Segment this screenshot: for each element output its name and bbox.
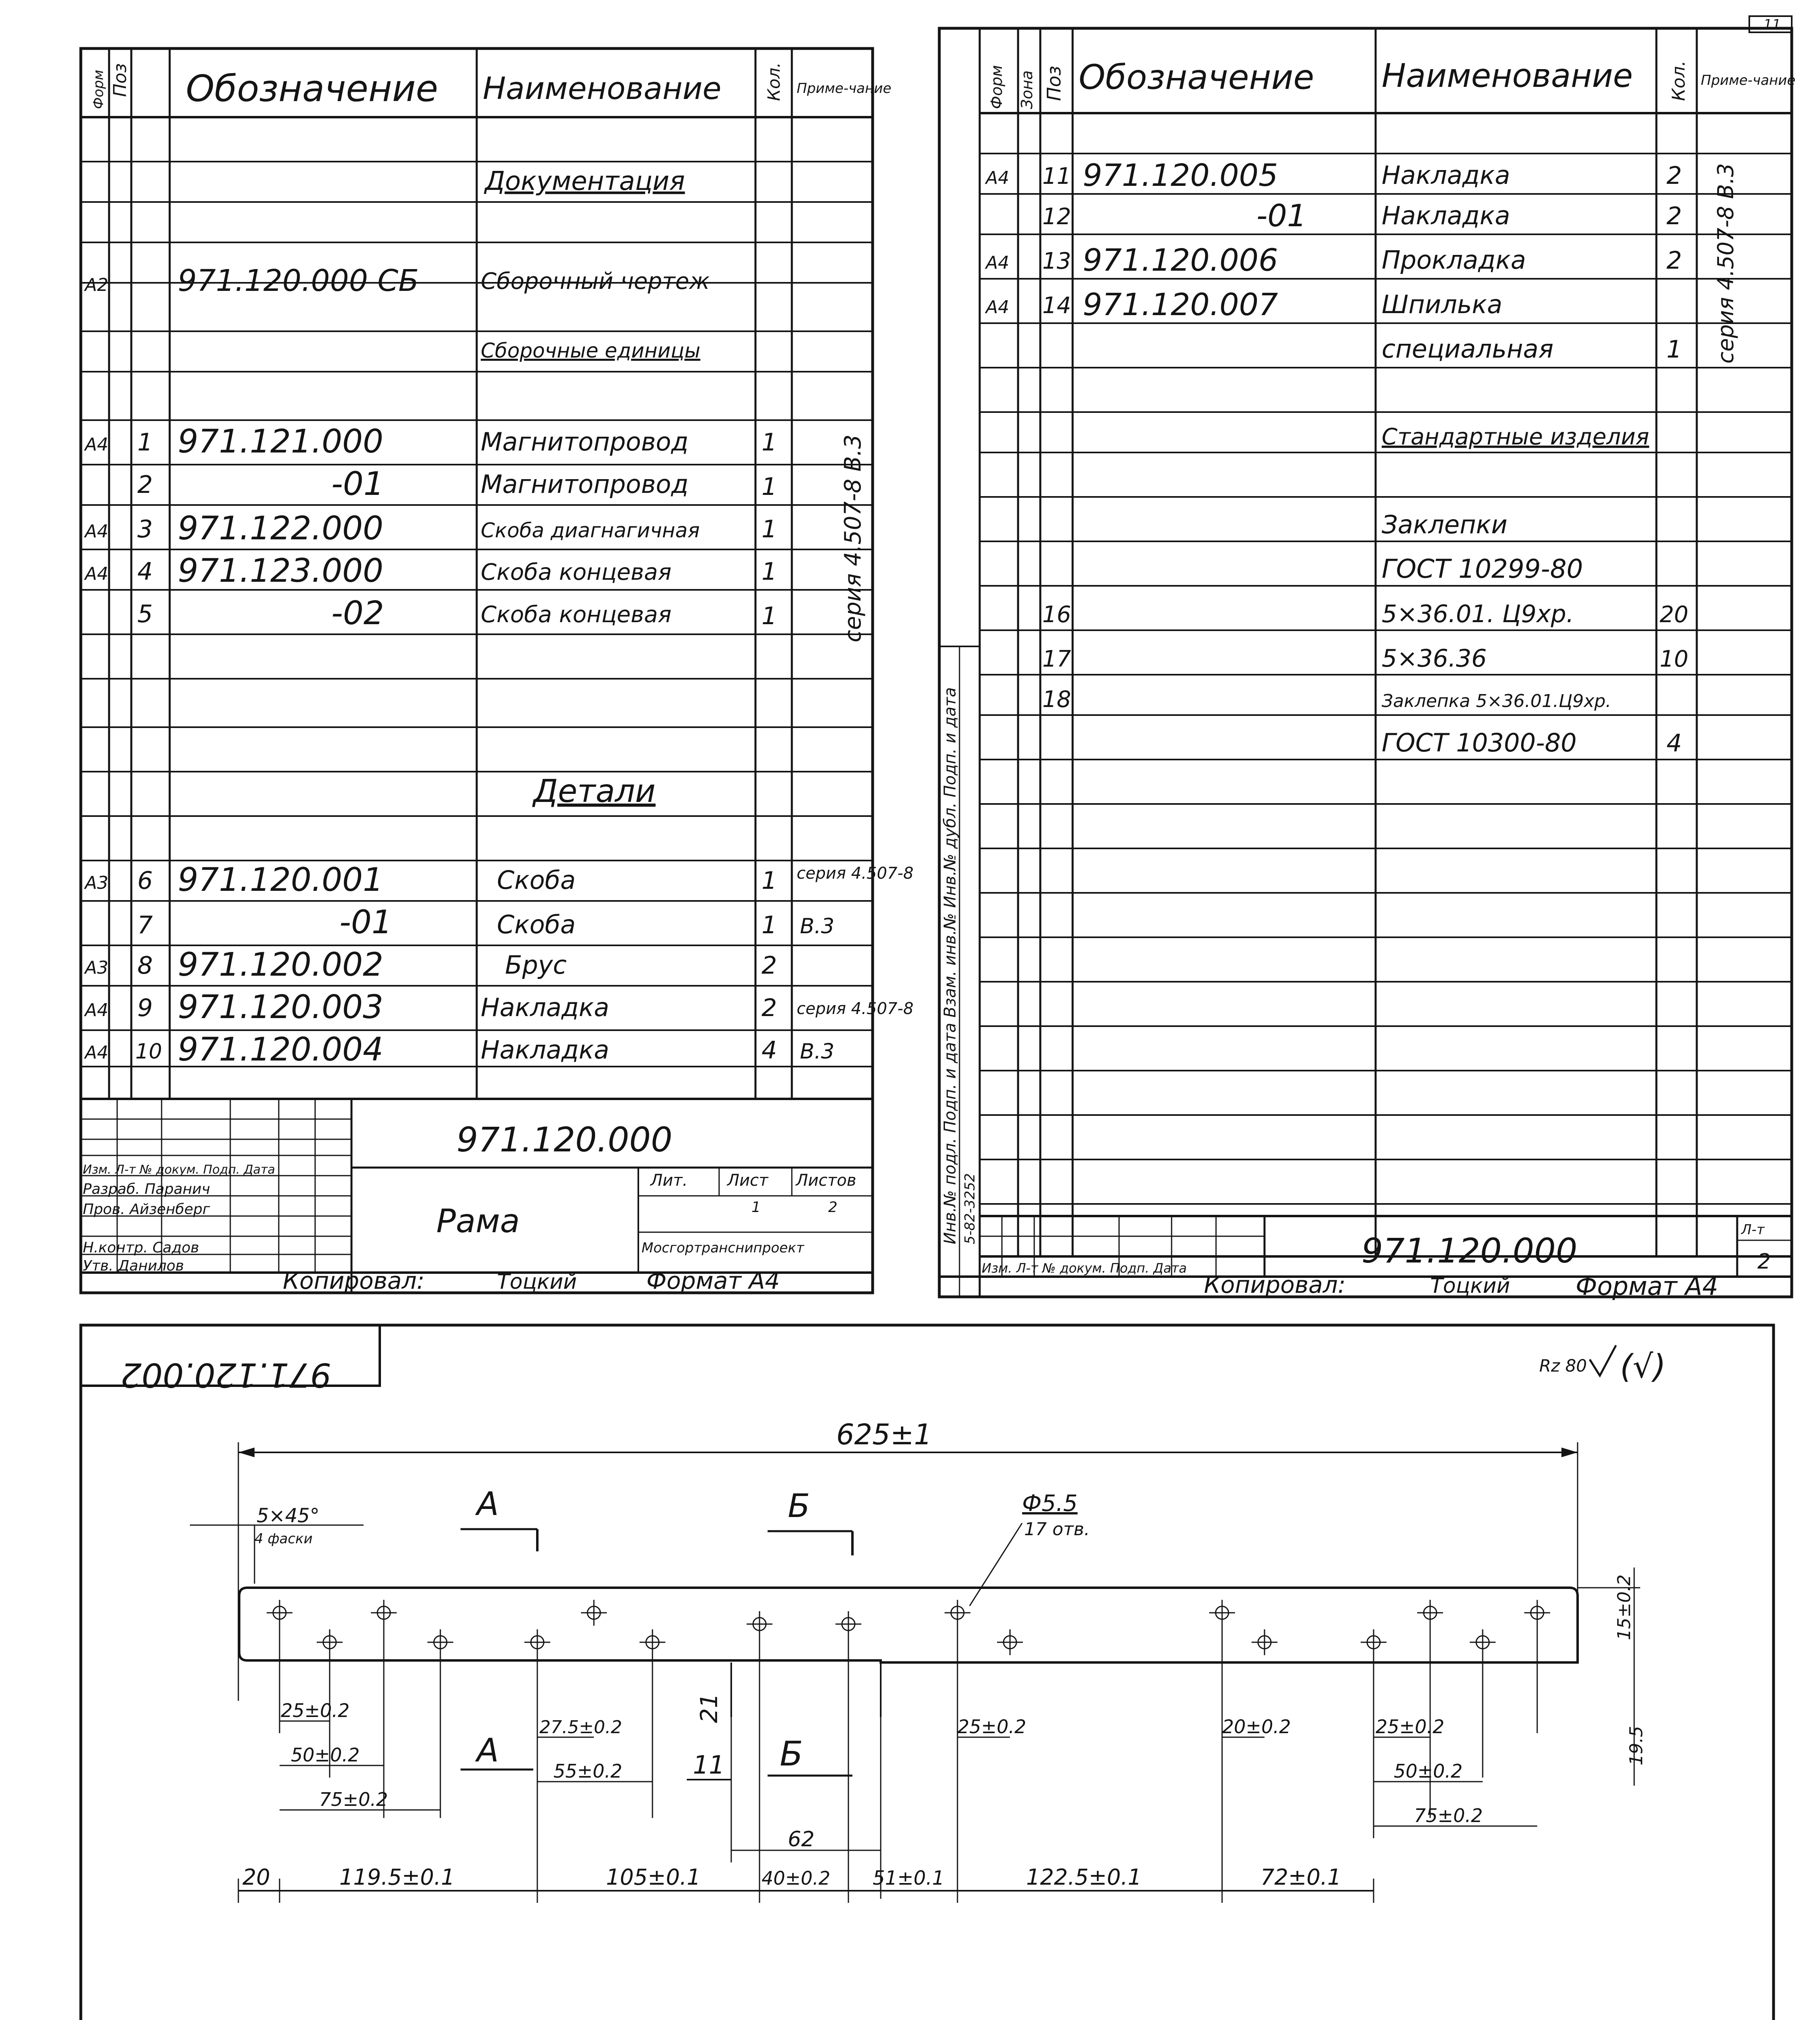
- left-row-des: 971.120.004: [178, 1031, 383, 1068]
- right-row-qty: 10: [1660, 646, 1689, 672]
- right-row-des: 971.120.005: [1083, 157, 1278, 193]
- left-row-pos: 3: [137, 515, 153, 543]
- dim-chamfer: 5×45°: [257, 1504, 320, 1527]
- drawing-code-rotated: 971.120.002: [120, 1355, 331, 1394]
- left-copied: Копировал:: [283, 1267, 425, 1294]
- left-row-name: Накладка: [481, 1035, 609, 1065]
- left-row-fmt: А4: [85, 434, 109, 455]
- left-format: Формат А4: [646, 1267, 780, 1294]
- left-stamp-lit: Лит.: [650, 1171, 688, 1190]
- left-stamp-razrab: Разраб. Паранич: [83, 1181, 210, 1197]
- right-row-name: Шпилька: [1382, 290, 1502, 319]
- dim-50: 50±0.2: [291, 1744, 360, 1766]
- roughness-check-icon: [1590, 1345, 1616, 1376]
- right-row-qty: 20: [1660, 602, 1689, 628]
- right-row-fmt: А4: [986, 168, 1010, 188]
- dim-overall-label: 625±1: [836, 1418, 932, 1451]
- roughness-value: Rz 80: [1539, 1356, 1587, 1376]
- bar-holes: [267, 1600, 1550, 1655]
- base-40: 40±0.2: [762, 1867, 831, 1889]
- left-stamp-code: 971.120.000: [457, 1120, 673, 1159]
- right-row-des: 971.120.007: [1083, 286, 1278, 322]
- left-row-qty: 2: [762, 951, 777, 980]
- right-row-pos: 11: [1042, 163, 1071, 189]
- dims-center: [687, 1693, 1026, 1852]
- left-row-fmt: А3: [85, 957, 109, 978]
- left-spec-sheet: [81, 48, 913, 1294]
- dim-75c: 75±0.2: [1414, 1805, 1483, 1826]
- right-hdr-format: Форм: [988, 65, 1006, 109]
- left-row-name: Скоба: [497, 865, 576, 895]
- right-row-des: 971.120.006: [1083, 242, 1278, 278]
- left-row-pos: 6: [137, 867, 153, 895]
- left-row-name: Магнитопровод: [481, 427, 689, 457]
- right-hdr-name: Наименование: [1382, 57, 1633, 95]
- left-row-name: Скоба концевая: [481, 602, 672, 628]
- right-row-fmt: А4: [986, 297, 1010, 318]
- right-hdr-qty: Кол.: [1669, 60, 1689, 101]
- dim-11: 11: [693, 1750, 725, 1780]
- left-hdr-name: Наименование: [483, 70, 722, 106]
- left-hdr-qty: Кол.: [764, 62, 784, 101]
- right-side-labels: Инв.№ подл. Подп. и дата Взам. инв.№ Инв.№ дубл. Подп. и дата: [941, 687, 959, 1244]
- right-row-name: Заклепки: [1382, 510, 1508, 539]
- left-stamp-nkontr: Н.контр. Садов: [83, 1239, 199, 1256]
- left-row-pos: 5: [137, 600, 153, 628]
- right-row-name: Заклепка 5×36.01.Ц9хр.: [1382, 691, 1612, 711]
- left-stamp-prov: Пров. Айзенберг: [83, 1201, 210, 1218]
- right-stamp-sheet-label: Л-т: [1741, 1222, 1765, 1238]
- right-row-name: специальная: [1382, 334, 1554, 364]
- left-row-name: Накладка: [481, 993, 609, 1022]
- right-row-pos: 18: [1042, 686, 1071, 713]
- left-row-qty: 1: [762, 473, 777, 501]
- hole: [581, 1600, 607, 1626]
- left-row-pos: 4: [137, 558, 153, 586]
- left-hdr-format: Форм: [90, 69, 107, 109]
- left-note-small: серия 4.507-8: [797, 999, 914, 1018]
- dim-25: 25±0.2: [281, 1700, 350, 1721]
- right-inv-no: 5-82-3252: [962, 1173, 978, 1244]
- right-hdr-pos: Поз: [1043, 65, 1065, 101]
- left-note-small: В.3: [800, 914, 835, 938]
- left-stamp-sheets-val: 2: [828, 1199, 837, 1216]
- left-row-pos: 9: [137, 994, 153, 1022]
- right-row-pos: 14: [1042, 292, 1071, 319]
- left-row-name: Скоба концевая: [481, 559, 672, 585]
- right-row-fmt: А4: [986, 253, 1010, 273]
- left-row-name: Магнитопровод: [481, 469, 689, 499]
- dims-baseline: [238, 1864, 1374, 1903]
- right-section-standard: Стандартные изделия: [1382, 424, 1650, 450]
- right-hdr-zone: Зона: [1018, 70, 1036, 109]
- right-row-name: Накладка: [1382, 201, 1510, 230]
- left-row-des: 971.122.000: [178, 509, 383, 547]
- right-row-name: ГОСТ 10299-80: [1382, 554, 1583, 584]
- left-section-documentation: Документация: [485, 166, 685, 196]
- dims-left: [280, 1700, 652, 1810]
- left-row-des: 971.120.000 СБ: [178, 263, 419, 298]
- left-row-name: Брус: [505, 950, 567, 980]
- left-row-pos: 7: [137, 911, 153, 939]
- left-row-des: -01: [331, 465, 384, 503]
- base-105: 105±0.1: [606, 1864, 701, 1890]
- left-row-name: Сборочный чертеж: [481, 268, 710, 295]
- left-note-small: серия 4.507-8: [797, 864, 914, 883]
- dim-25b: 25±0.2: [957, 1716, 1027, 1738]
- right-row-qty: 4: [1666, 729, 1682, 758]
- left-note-series: серия 4.507-8 В.3: [840, 434, 866, 642]
- left-hdr-designation: Обозначение: [186, 67, 438, 110]
- right-row-qty: 2: [1666, 246, 1682, 275]
- left-row-qty: 1: [762, 428, 777, 457]
- left-row-fmt: А4: [85, 1000, 109, 1021]
- right-row-qty: 1: [1666, 335, 1682, 364]
- right-row-name: Накладка: [1382, 160, 1510, 190]
- left-row-fmt: А4: [85, 1042, 109, 1063]
- hole: [1252, 1629, 1277, 1655]
- right-row-pos: 16: [1042, 602, 1071, 628]
- dim-55: 55±0.2: [553, 1760, 623, 1782]
- left-title-block: [81, 1099, 873, 1294]
- base-122-5: 122.5±0.1: [1026, 1864, 1142, 1890]
- right-row-qty: 2: [1666, 202, 1682, 230]
- left-row-qty: 2: [762, 994, 777, 1022]
- dim-chamfer-note: 4 фаски: [255, 1531, 313, 1547]
- section-marker-b-lower: Б: [780, 1734, 803, 1774]
- left-stamp-sheets: Листов: [796, 1171, 856, 1190]
- right-format: Формат А4: [1576, 1271, 1719, 1301]
- dim-15: 15±0.2: [1614, 1574, 1635, 1640]
- left-row-des: 971.123.000: [178, 552, 383, 589]
- dim-20b: 20±0.2: [1222, 1716, 1291, 1738]
- roughness-rest: (√): [1620, 1348, 1666, 1385]
- left-row-des: -01: [339, 903, 392, 941]
- right-hdr-note: Приме-чание: [1701, 72, 1796, 88]
- right-row-des: -01: [1256, 198, 1307, 234]
- left-row-fmt: А2: [85, 275, 109, 295]
- left-row-pos: 8: [137, 951, 153, 980]
- dim-50c: 50±0.2: [1394, 1760, 1463, 1782]
- dim-21: 21: [695, 1693, 723, 1723]
- base-20: 20: [242, 1864, 270, 1890]
- right-note-series: серия 4.507-8 В.3: [1713, 163, 1738, 364]
- left-row-des: 971.120.002: [178, 946, 383, 983]
- left-row-qty: 1: [762, 911, 777, 939]
- hole-diameter: Ф5.5: [1022, 1490, 1078, 1517]
- right-row-name: 5×36.36: [1382, 644, 1487, 673]
- hole-count: 17 отв.: [1024, 1519, 1090, 1540]
- left-row-des: 971.120.001: [178, 861, 383, 898]
- base-119-5: 119.5±0.1: [339, 1864, 455, 1890]
- left-stamp-utv: Утв. Данилов: [83, 1258, 184, 1274]
- left-stamp-title: Рама: [436, 1202, 520, 1240]
- left-hdr-note: Приме-чание: [797, 80, 892, 97]
- left-section-assemblies: Сборочные единицы: [481, 339, 701, 362]
- left-stamp-col-headers: Изм. Л-т № докум. Подп. Дата: [83, 1163, 275, 1177]
- section-marker-a: А: [477, 1485, 499, 1523]
- left-row-fmt: А4: [85, 521, 109, 542]
- left-row-des: 971.121.000: [178, 423, 383, 460]
- detail-drawing-sheet: [81, 1325, 1774, 2020]
- left-row-qty: 4: [762, 1036, 777, 1065]
- dim-75: 75±0.2: [319, 1789, 388, 1810]
- hole: [997, 1629, 1023, 1655]
- left-row-qty: 1: [762, 867, 777, 895]
- left-note-small: В.3: [800, 1039, 835, 1064]
- left-hdr-pos: Поз: [110, 63, 130, 97]
- right-stamp-col-headers: Изм. Л-т № докум. Подп. Дата: [982, 1260, 1187, 1276]
- section-marker-b: Б: [788, 1487, 810, 1525]
- right-row-pos: 17: [1042, 646, 1071, 672]
- left-stamp-sheet-val: 1: [751, 1199, 761, 1216]
- right-copied: Копировал:: [1204, 1271, 1346, 1298]
- right-hdr-designation: Обозначение: [1079, 57, 1314, 97]
- left-copied-signature: Тоцкий: [497, 1270, 577, 1294]
- dim-27-5: 27.5±0.2: [539, 1717, 622, 1738]
- left-row-pos: 1: [137, 428, 153, 457]
- right-row-qty: 2: [1666, 162, 1682, 190]
- left-row-pos: 10: [135, 1039, 162, 1064]
- dim-62: 62: [788, 1827, 815, 1852]
- base-72: 72±0.1: [1260, 1864, 1341, 1890]
- right-row-pos: 12: [1042, 204, 1071, 230]
- right-row-pos: 13: [1042, 248, 1071, 274]
- left-row-name: Скоба диагнагичная: [481, 519, 700, 542]
- left-stamp-org: Мосгортранснипроект: [642, 1240, 804, 1256]
- dim-19-5: 19.5: [1626, 1726, 1647, 1765]
- right-row-name: 5×36.01. Ц9хр.: [1382, 600, 1574, 628]
- left-row-qty: 1: [762, 558, 777, 586]
- right-row-name: Прокладка: [1382, 245, 1526, 275]
- right-stamp-sheet-val: 2: [1757, 1250, 1771, 1274]
- left-row-des: 971.120.003: [178, 988, 383, 1026]
- left-row-qty: 1: [762, 515, 777, 543]
- right-title-block: [939, 1216, 1792, 1301]
- dim-25c: 25±0.2: [1376, 1716, 1445, 1738]
- right-row-name: ГОСТ 10300-80: [1382, 728, 1577, 758]
- section-marker-a-lower: А: [477, 1732, 499, 1769]
- left-row-qty: 1: [762, 602, 777, 630]
- base-51: 51±0.1: [873, 1867, 945, 1890]
- dims-right: [1222, 1568, 1647, 1826]
- left-row-fmt: А4: [85, 564, 109, 584]
- right-spec-sheet: [939, 16, 1795, 1301]
- left-row-des: -02: [331, 594, 384, 632]
- dim-overall: [238, 1418, 1578, 1701]
- page-number: 11: [1763, 17, 1781, 33]
- left-section-details: Детали: [533, 773, 656, 810]
- right-copied-signature: Тоцкий: [1430, 1274, 1510, 1298]
- right-stamp-code: 971.120.000: [1361, 1231, 1578, 1271]
- left-row-fmt: А3: [85, 873, 109, 893]
- left-stamp-sheet: Лист: [727, 1171, 768, 1190]
- left-row-pos: 2: [137, 471, 153, 499]
- left-row-name: Скоба: [497, 910, 576, 939]
